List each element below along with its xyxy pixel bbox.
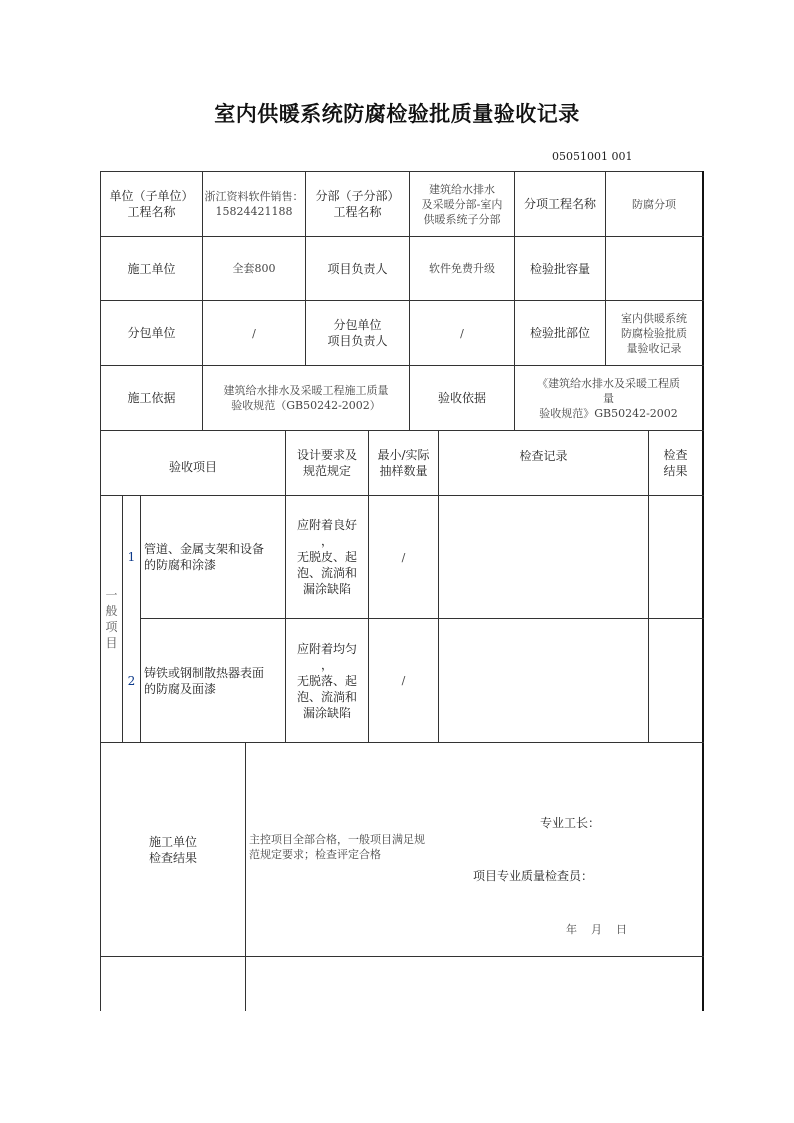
- batch-part-value: 室内供暖系统 防腐检验批质 量验收记录: [621, 311, 687, 355]
- header-check-result: 检查 结果: [663, 448, 688, 478]
- page-title: 室内供暖系统防腐检验批质量验收记录: [214, 102, 580, 126]
- contractor-value: 全套800: [232, 262, 276, 275]
- check-conclusion: 主控项目全部合格，一般项目满足规 范规定要求；检查评定合格: [249, 833, 425, 861]
- table-border-right: [702, 171, 704, 1011]
- foreman-label: 专业工长：: [540, 816, 601, 830]
- item-no: 2: [127, 673, 136, 688]
- contractor-label: 施工单位: [127, 261, 176, 276]
- header-check-record: 检查记录: [519, 449, 568, 463]
- division-name-label: 分部（子分部） 工程名称: [315, 189, 400, 219]
- header-acceptance-item: 验收项目: [168, 460, 217, 474]
- item-no: 1: [127, 550, 136, 564]
- batch-capacity-value: [606, 237, 702, 300]
- col-line: [140, 495, 141, 742]
- unit-name-value: 浙江资料软件销售： 15824421188: [204, 190, 304, 218]
- header-sample-quantity: 最小/实际 抽样数量: [377, 448, 430, 478]
- sub-pm-value: /: [460, 326, 464, 340]
- general-items-label: 一 般 项 目: [105, 588, 118, 650]
- row-line: [100, 956, 704, 957]
- project-manager-label: 项目负责人: [327, 261, 388, 276]
- record-code: 05051001 001: [552, 150, 633, 163]
- item-sample: /: [401, 674, 406, 687]
- acceptance-basis-label: 验收依据: [437, 391, 486, 405]
- batch-part-label: 检验批部位: [529, 326, 590, 340]
- check-date: 年 月 日: [566, 922, 627, 936]
- acceptance-basis-value: 《建筑给水排水及采暖工程质 量 验收规范》GB50242-2002: [537, 376, 680, 420]
- col-line: [245, 742, 246, 1011]
- item-name: 铸铁或钢制散热器表面 的防腐及面漆: [144, 665, 265, 696]
- subitem-name-value: 防腐分项: [632, 197, 676, 211]
- item-sample: /: [401, 550, 406, 564]
- sub-pm-label: 分包单位 项目负责人: [327, 318, 388, 348]
- quality-inspector-label: 项目专业质量检查员：: [473, 869, 594, 883]
- subcontractor-value: /: [252, 326, 256, 340]
- project-manager-value: 软件免费升级: [429, 262, 495, 275]
- contractor-check-label: 施工单位 检查结果: [148, 834, 197, 865]
- item-name: 管道、金属支架和设备 的防腐和涂漆: [144, 542, 265, 572]
- batch-capacity-label: 检验批容量: [529, 261, 590, 276]
- construction-basis-label: 施工依据: [127, 391, 176, 405]
- item-requirement: 应附着均匀 ， 无脱落、起 泡、流淌和 漏涂缺陷: [296, 641, 357, 720]
- header-design-requirement: 设计要求及 规范规定: [296, 448, 357, 478]
- item-requirement: 应附着良好 ， 无脱皮、起 泡、流淌和 漏涂缺陷: [296, 518, 357, 596]
- division-name-value: 建筑给水排水 及采暖分部-室内 供暖系统子分部: [421, 182, 503, 226]
- unit-name-label: 单位（子单位） 工程名称: [109, 189, 194, 219]
- subitem-name-label: 分项工程名称: [523, 197, 596, 211]
- subcontractor-label: 分包单位: [127, 326, 176, 340]
- construction-basis-value: 建筑给水排水及采暖工程施工质量 验收规范（GB50242-2002）: [223, 384, 389, 412]
